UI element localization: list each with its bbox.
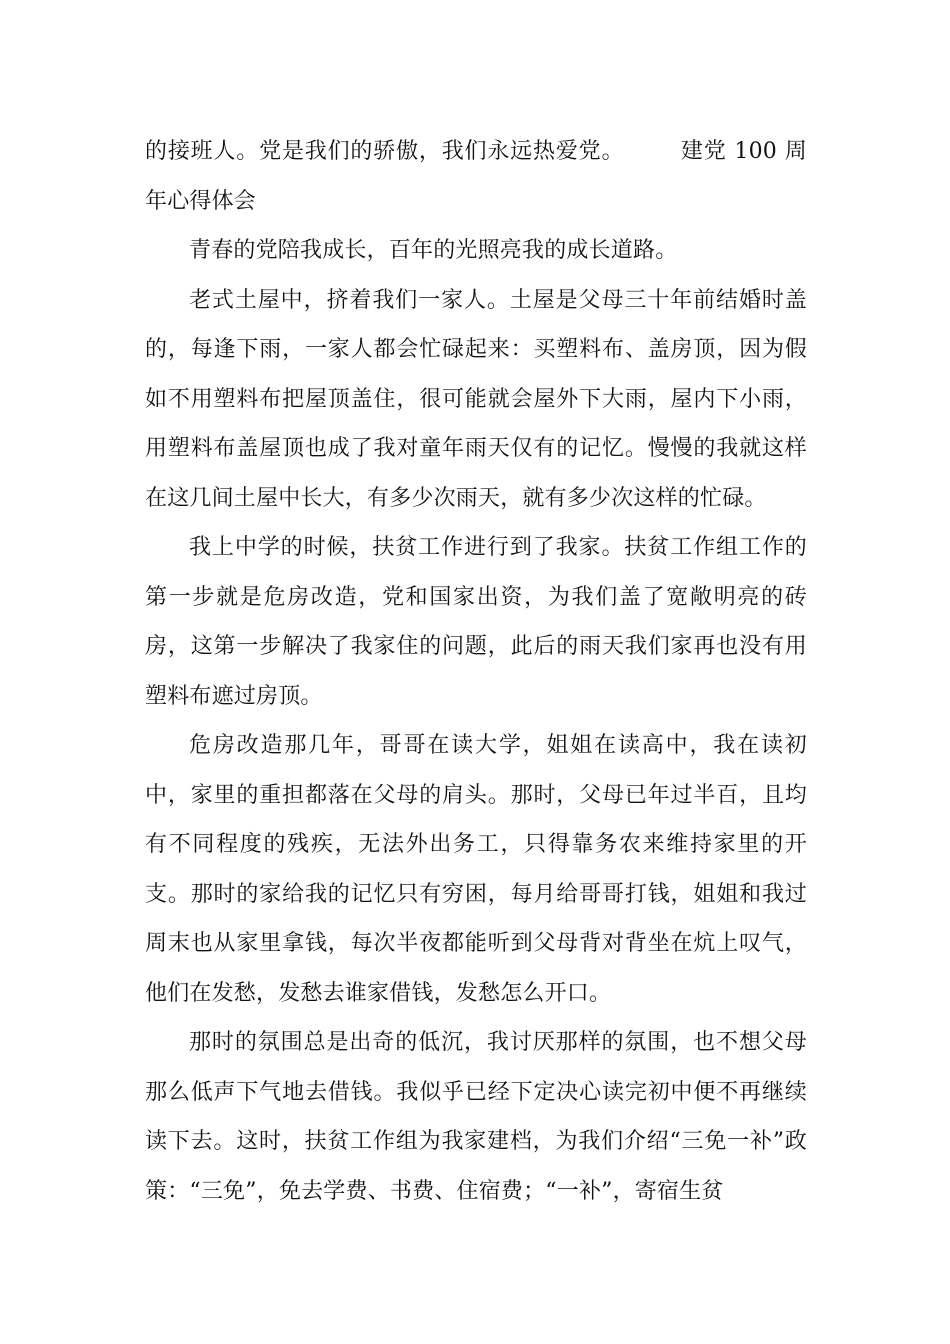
paragraph-continuation xyxy=(145,127,807,226)
paragraph: 我上中学的时候，扶贫工作进行到了我家。扶贫工作组工作的第一步就是危房改造，党和国家出资，为我们盖了宽敞明亮的砖房，这第一步解决了我家住的问题，此后的雨天我们家再也没有用塑料布遮过房顶。 xyxy=(145,535,807,709)
paragraph: 危房改造那几年，哥哥在读大学，姐姐在读高中，我在读初中，家里的重担都落在父母的肩头。那时，父母已年过半百，且均有不同程度的残疾，无法外出务工，只得靠务农来维持家里的开支。那时的家给我的记忆只有穷困，每月给哥哥打钱，姐姐和我过周末也从家里拿钱，每次半夜都能听到父母背对背坐在炕上叹气，他们在发愁，发愁去谁家借钱，发愁怎么开口。 xyxy=(145,733,807,1006)
section-heading: 建党 100 周年心得体会 xyxy=(145,139,808,214)
paragraph: 青春的党陪我成长，百年的光照亮我的成长道路。 xyxy=(189,238,678,263)
document-body xyxy=(145,127,807,1216)
paragraph: 老式土屋中，挤着我们一家人。土屋是父母三十年前结婚时盖的，每逢下雨，一家人都会忙碌起来：买塑料布、盖房顶，因为假如不用塑料布把屋顶盖住，很可能就会屋外下大雨，屋内下小雨，用塑料布盖屋顶也成了我对童年雨天仅有的记忆。慢慢的我就这样在这几间土屋中长大，有多少次雨天，就有多少次这样的忙碌。 xyxy=(145,287,807,511)
paragraph: 那时的氛围总是出奇的低沉，我讨厌那样的氛围，也不想父母那么低声下气地去借钱。我似乎已经下定决心读完初中便不再继续读下去。这时，扶贫工作组为我家建档，为我们介绍“三免一补”政策：“三免”，免去学费、书费、住宿费；“一补”，寄宿生贫 xyxy=(145,1030,807,1204)
paragraph-text: 的接班人。党是我们的骄傲，我们永远热爱党。 xyxy=(145,139,625,164)
